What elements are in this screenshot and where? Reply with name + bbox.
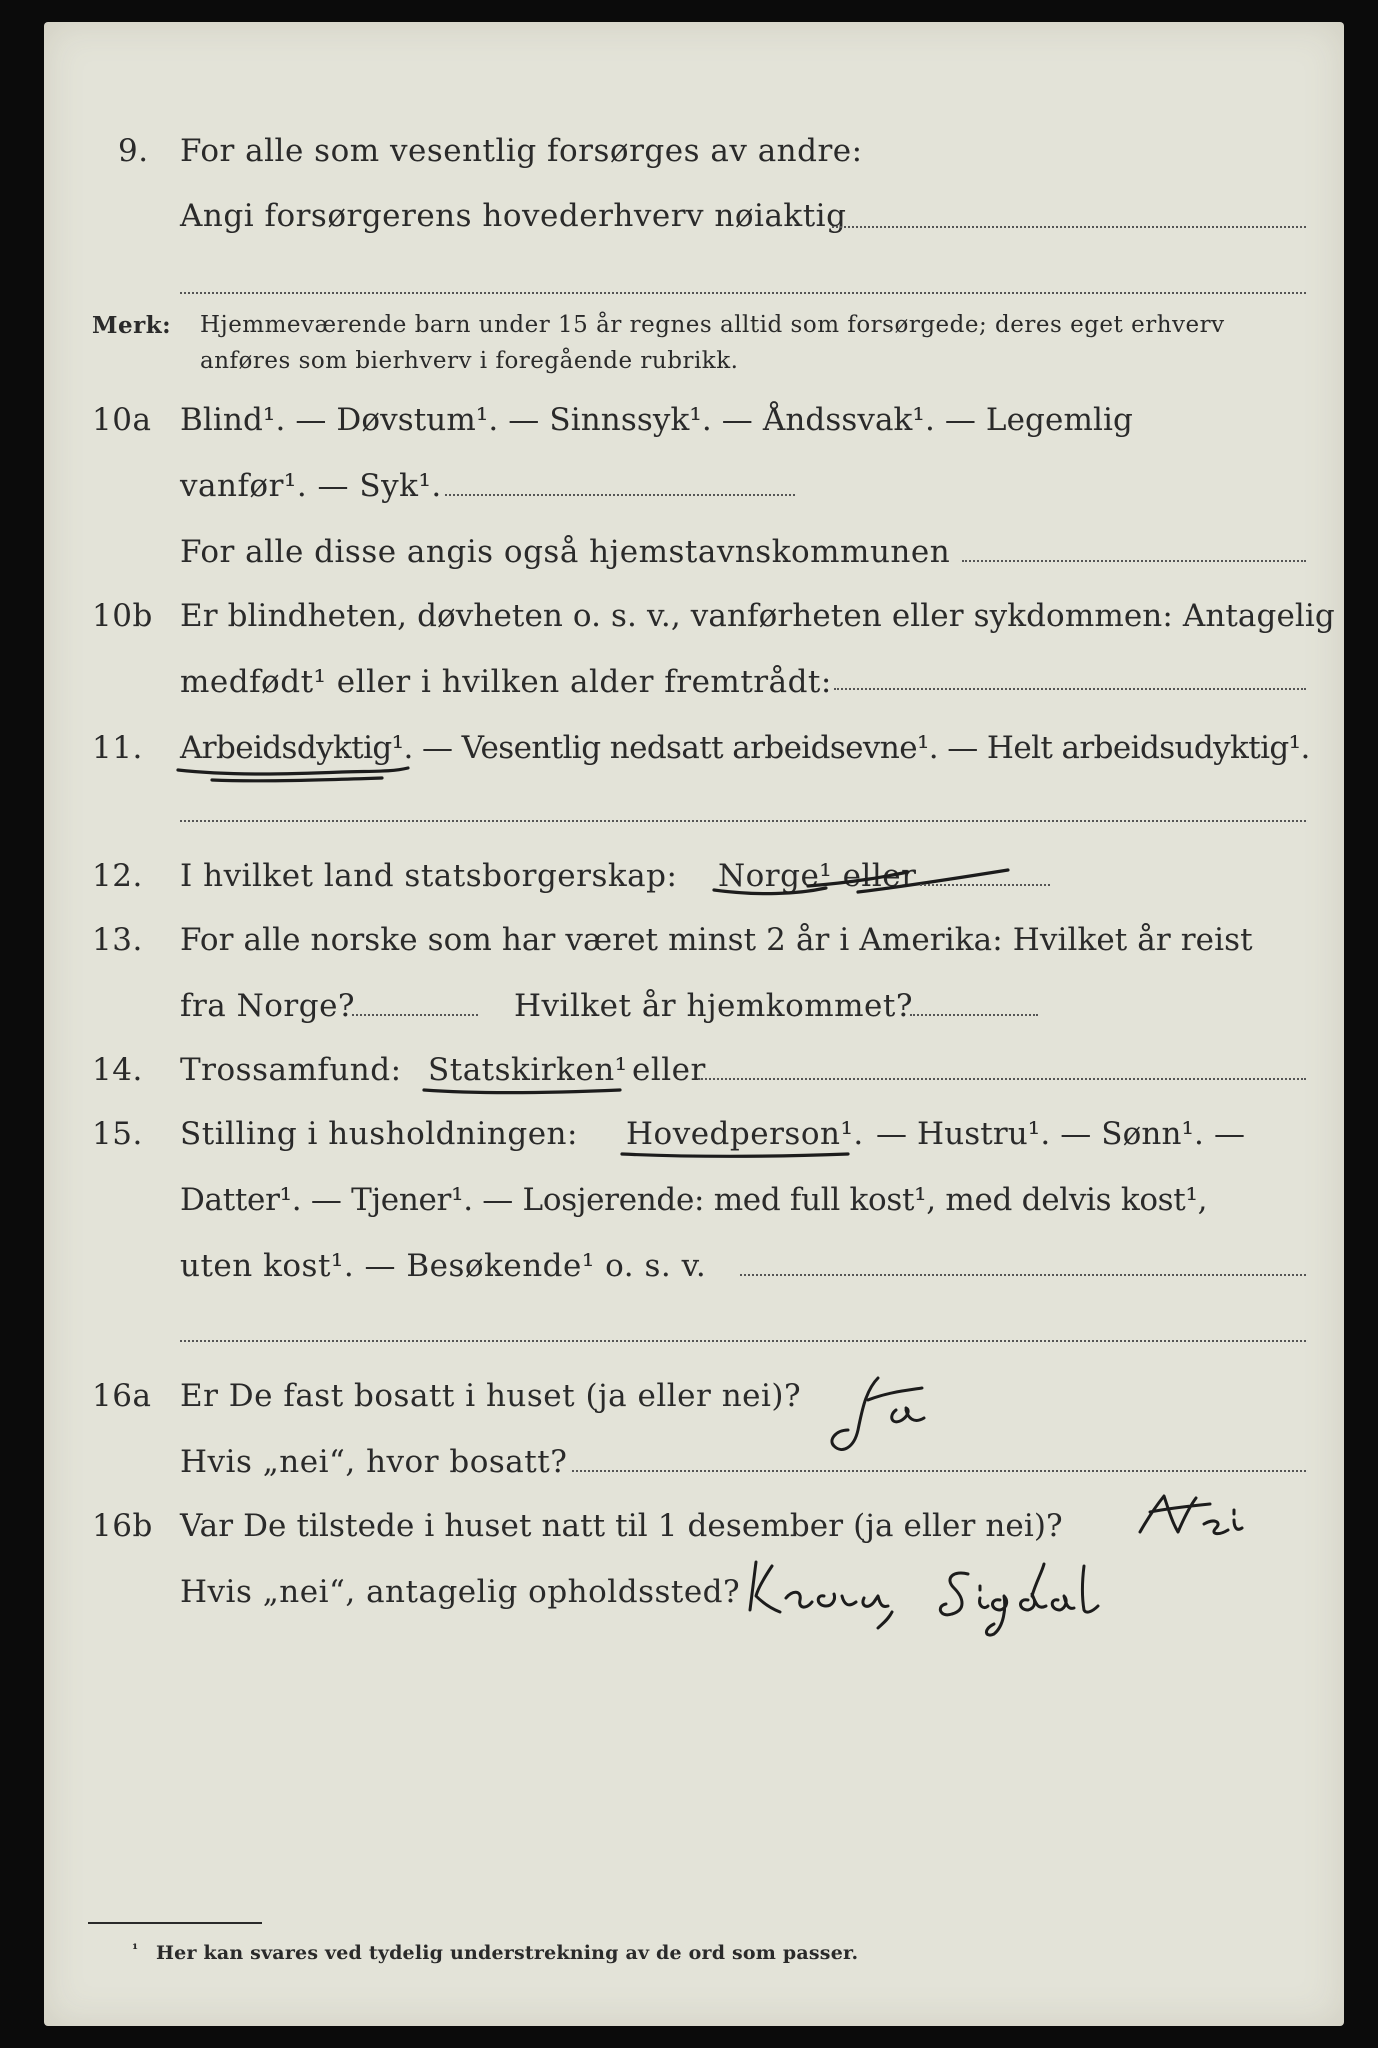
footnote-separator — [88, 1922, 262, 1924]
answer-line-16a — [572, 1470, 1306, 1472]
question-9-number: 9. — [118, 133, 149, 169]
question-16a-text: Er De fast bosatt i huset (ja eller nei)? — [180, 1378, 802, 1414]
question-11-number: 11. — [92, 730, 143, 766]
note-text-line2: anføres som bierhverv i foregående rubrikk. — [200, 348, 739, 374]
question-9-text: For alle som vesentlig forsørges av andre: — [180, 133, 863, 169]
question-10a-number: 10a — [92, 402, 152, 438]
question-10b-text-2: medfødt¹ eller i hvilken alder fremtrådt: — [180, 664, 832, 700]
question-16b-text: Var De tilstede i huset natt til 1 desember (ja eller nei)? — [180, 1508, 1063, 1544]
answer-line-9b — [180, 292, 1306, 294]
note-text-line1: Hjemmeværende barn under 15 år regnes alltid som forsørgede; deres eget erhverv — [200, 312, 1225, 338]
question-12-number: 12. — [92, 858, 143, 894]
answer-11-underline — [172, 758, 432, 788]
question-15-tail: — Hustru¹. — Sønn¹. — — [876, 1116, 1246, 1152]
question-15-text-3: uten kost¹. — Besøkende¹ o. s. v. — [180, 1248, 707, 1284]
question-14-number: 14. — [92, 1052, 143, 1088]
answer-line-13b — [910, 1014, 1038, 1016]
answer-12-underline — [708, 856, 1018, 906]
question-12-option: Norge¹ eller — [718, 858, 917, 894]
handwritten-answer-16a — [818, 1370, 948, 1460]
answer-line-15b — [180, 1340, 1306, 1342]
answer-line-10b — [834, 688, 1306, 690]
question-16a-text-2: Hvis „nei“, hvor bosatt? — [180, 1444, 568, 1480]
question-10b-number: 10b — [92, 598, 153, 634]
question-11-text: Arbeidsdyktig¹. — Vesentlig nedsatt arbeidsevne¹. — Helt arbeidsudyktig¹. — [180, 730, 1310, 766]
question-16b-text-2: Hvis „nei“, antagelig opholdssted? — [180, 1574, 741, 1610]
answer-line-10a-home — [962, 560, 1306, 562]
footnote-text: Her kan svares ved tydelig understrekning av de ord som passer. — [156, 1942, 859, 1964]
question-10a-text: Blind¹. — Døvstum¹. — Sinnssyk¹. — Åndssvak¹. — Legemlig — [180, 402, 1133, 438]
question-16a-number: 16a — [92, 1378, 152, 1414]
answer-line-13a — [352, 1014, 478, 1016]
question-9-subtext: Angi forsørgerens hovederhverv nøiaktig — [180, 198, 847, 234]
question-13-number: 13. — [92, 922, 143, 958]
answer-line-14 — [698, 1078, 1306, 1080]
question-13-text-2a: fra Norge? — [180, 988, 356, 1024]
answer-line-12 — [920, 884, 1050, 886]
question-15-label: Stilling i husholdningen: — [180, 1116, 578, 1152]
question-10a-text-3: For alle disse angis også hjemstavnskommunen — [180, 534, 951, 570]
question-13-text-2b: Hvilket år hjemkommet? — [514, 988, 913, 1024]
question-10b-text: Er blindheten, døvheten o. s. v., vanførheten eller sykdommen: Antagelig — [180, 598, 1335, 634]
answer-line-9 — [832, 226, 1306, 228]
answer-15-underline — [618, 1146, 858, 1166]
question-15-text-2: Datter¹. — Tjener¹. — Losjerende: med full kost¹, med delvis kost¹, — [180, 1182, 1208, 1218]
answer-14-underline — [420, 1082, 630, 1102]
footnote-mark: ¹ — [132, 1942, 139, 1958]
handwritten-answer-16b — [1130, 1488, 1270, 1548]
answer-line-15 — [740, 1274, 1306, 1276]
question-10a-text-2: vanfør¹. — Syk¹. — [180, 468, 442, 504]
question-15-number: 15. — [92, 1116, 143, 1152]
question-14-option: Statskirken¹ — [428, 1052, 628, 1088]
question-14-label: Trossamfund: — [180, 1052, 402, 1088]
question-15-option: Hovedperson¹. — [626, 1116, 864, 1152]
answer-line-10a — [445, 494, 795, 496]
question-13-text: For alle norske som har været minst 2 år i Amerika: Hvilket år reist — [180, 922, 1253, 958]
answer-line-11 — [180, 820, 1306, 822]
handwritten-answer-16b-place — [732, 1548, 1172, 1658]
question-12-text: I hvilket land statsborgerskap: — [180, 858, 678, 894]
question-16b-number: 16b — [92, 1508, 153, 1544]
note-label: Merk: — [92, 312, 172, 339]
question-14-tail: eller — [632, 1052, 706, 1088]
